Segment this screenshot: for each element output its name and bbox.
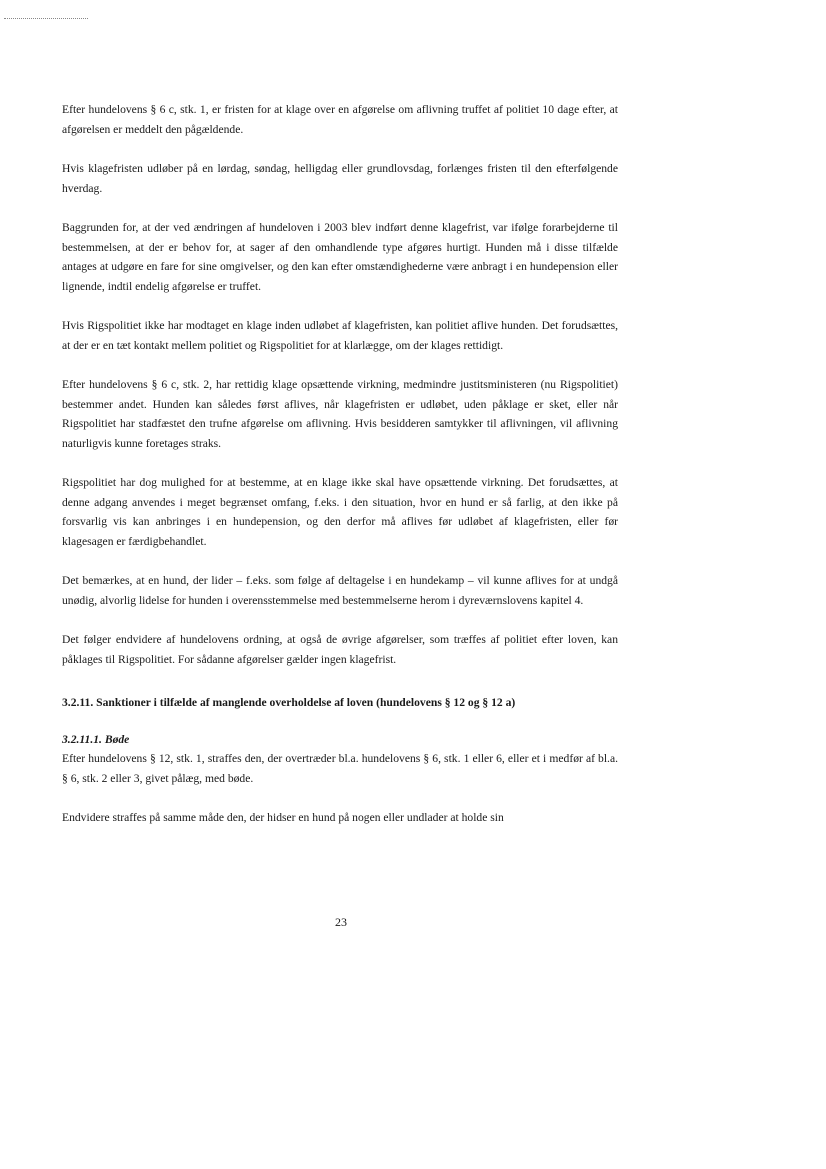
- section-heading: 3.2.11. Sanktioner i tilfælde af manglende overholdelse af loven (hundelovens § 12 og § 12 a): [62, 696, 516, 709]
- page-number: 23: [335, 915, 347, 929]
- paragraph-incitement: Endvidere straffes på samme måde den, der hidser en hund på nogen eller undlader at holde sin: [62, 811, 504, 824]
- document-body: [62, 100, 618, 848]
- paragraph-fine: Efter hundelovens § 12, stk. 1, straffes den, der overtræder bl.a. hundelovens § 6, stk. 1 eller 6, eller et i medfør af bl.a. § 6, stk. 2 eller 3, givet pålæg, med bøde.: [62, 752, 618, 785]
- paragraph-klagefrist: Efter hundelovens § 6 c, stk. 1, er fristen for at klage over en afgørelse om aflivning truffet af politiet 10 dage efter, at afgørelsen er meddelt den pågældende.: [62, 103, 618, 136]
- paragraph-exception: Rigspolitiet har dog mulighed for at bestemme, at en klage ikke skal have opsættende virkning. Det forudsættes, at denne adgang anvendes i meget begrænset omfang, f.eks. i den situation, hvor en hund er så farlig, at den ikke på forsvarlig vis kan anbringes i en hundepension, og den derfor må aflives før udløbet af klagefristen, eller før klagesagen er færdigbehandlet.: [62, 476, 618, 548]
- paragraph-other-decisions: Det følger endvidere af hundelovens ordning, at også de øvrige afgørelser, som træffes af politiet efter loven, kan påklages til Rigspolitiet. For sådanne afgørelser gælder ingen klagefrist.: [62, 633, 618, 666]
- paragraph-no-complaint: Hvis Rigspolitiet ikke har modtaget en klage inden udløbet af klagefristen, kan politiet aflive hunden. Det forudsættes, at der er en tæt kontakt mellem politiet og Rigspolitiet for at klarlægge, om der klages rettidigt.: [62, 319, 618, 352]
- paragraph-suffering-dog: Det bemærkes, at en hund, der lider – f.eks. som følge af deltagelse i en hundekamp – vil kunne aflives for at undgå unødig, alvorlig lidelse for hunden i overensstemmelse med bestemmelserne herom i dyreværnslovens kapitel 4.: [62, 574, 618, 607]
- paragraph-background: Baggrunden for, at der ved ændringen af hundeloven i 2003 blev indført denne klagefrist, var ifølge forarbejderne til bestemmelsen, at der er behov for, at sager af den omhandlende type afgøres hurtigt. Hunden må i disse tilfælde antages at udgøre en fare for sine omgivelser, og den kan efter omstændighederne være anbragt i en hundepension eller lignende, indtil endelig afgørelse er truffet.: [62, 221, 618, 293]
- paragraph-weekend-extension: Hvis klagefristen udløber på en lørdag, søndag, helligdag eller grundlovsdag, forlænges fristen til den efterfølgende hverdag.: [62, 162, 618, 195]
- paragraph-suspensive-effect: Efter hundelovens § 6 c, stk. 2, har rettidig klage opsættende virkning, medmindre justitsministeren (nu Rigspolitiet) bestemmer andet. Hunden kan således først aflives, når klagefristen er udløbet, uden påklage er sket, eller når Rigspolitiet har stadfæstet den trufne afgørelse om aflivning. Hvis besidderen samtykker til aflivningen, vil aflivning naturligvis kunne foretages straks.: [62, 378, 618, 450]
- subsection-heading: 3.2.11.1. Bøde: [62, 733, 130, 746]
- scan-corner-mark: [4, 4, 88, 19]
